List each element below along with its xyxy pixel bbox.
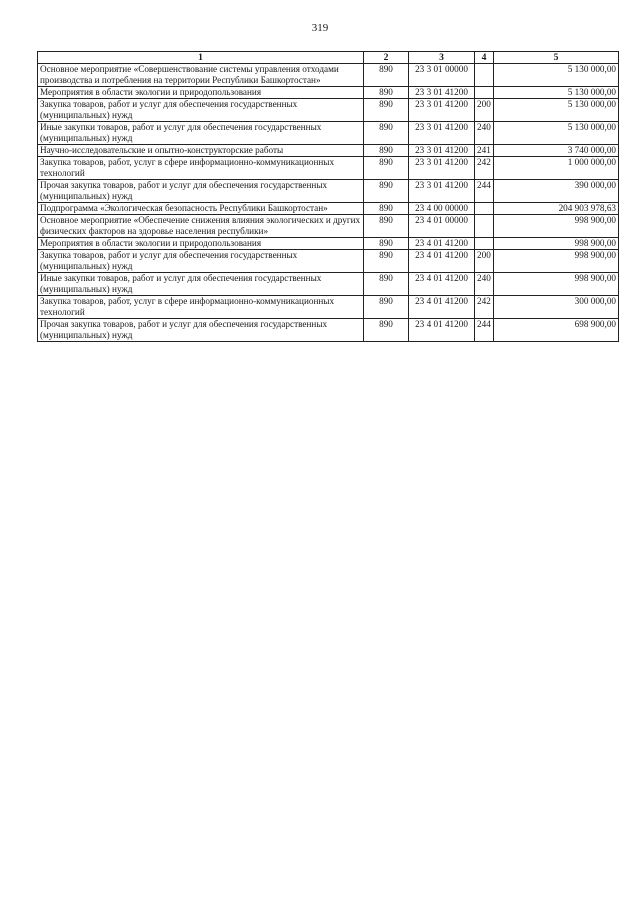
row-csr: 23 4 00 00000 — [409, 203, 475, 215]
row-sum: 5 130 000,00 — [494, 99, 619, 122]
row-csr: 23 4 01 00000 — [409, 215, 475, 238]
row-type: 240 — [475, 273, 494, 296]
row-csr: 23 4 01 41200 — [409, 319, 475, 342]
row-code: 890 — [364, 99, 409, 122]
row-name: Прочая закупка товаров, работ и услуг для обеспечения государственных (муниципальных) нужд — [38, 180, 364, 203]
row-type — [475, 203, 494, 215]
row-code: 890 — [364, 319, 409, 342]
row-csr: 23 3 01 41200 — [409, 87, 475, 99]
page-number: 319 — [311, 22, 329, 34]
row-csr: 23 4 01 41200 — [409, 238, 475, 250]
row-code: 890 — [364, 145, 409, 157]
row-name: Научно-исследовательские и опытно-конструкторские работы — [38, 145, 364, 157]
row-sum: 3 740 000,00 — [494, 145, 619, 157]
row-name: Иные закупки товаров, работ и услуг для обеспечения государственных (муниципальных) нужд — [38, 273, 364, 296]
row-sum: 5 130 000,00 — [494, 87, 619, 99]
row-type: 244 — [475, 319, 494, 342]
row-type: 244 — [475, 180, 494, 203]
row-type: 241 — [475, 145, 494, 157]
row-code: 890 — [364, 180, 409, 203]
row-type: 240 — [475, 122, 494, 145]
row-csr: 23 4 01 41200 — [409, 296, 475, 319]
row-sum: 998 900,00 — [494, 238, 619, 250]
row-code: 890 — [364, 296, 409, 319]
row-code: 890 — [364, 203, 409, 215]
row-name: Мероприятия в области экологии и природопользования — [38, 238, 364, 250]
table-row — [38, 238, 619, 250]
table-row — [38, 319, 619, 342]
table-row — [38, 99, 619, 122]
row-name: Закупка товаров, работ, услуг в сфере информационно-коммуникационных технологий — [38, 296, 364, 319]
row-name: Основное мероприятие «Совершенствование системы управления отходами производства и потребления на территории Республики Башкортостан» — [38, 64, 364, 87]
row-sum: 1 000 000,00 — [494, 157, 619, 180]
row-type — [475, 238, 494, 250]
table-row — [38, 250, 619, 273]
table-row — [38, 122, 619, 145]
row-sum: 5 130 000,00 — [494, 122, 619, 145]
table-row — [38, 203, 619, 215]
row-name: Иные закупки товаров, работ и услуг для обеспечения государственных (муниципальных) нужд — [38, 122, 364, 145]
row-csr: 23 3 01 41200 — [409, 122, 475, 145]
header-row — [38, 52, 619, 64]
row-sum: 300 000,00 — [494, 296, 619, 319]
table-row — [38, 215, 619, 238]
row-sum: 5 130 000,00 — [494, 64, 619, 87]
table-row — [38, 273, 619, 296]
row-code: 890 — [364, 87, 409, 99]
row-name: Закупка товаров, работ и услуг для обеспечения государственных (муниципальных) нужд — [38, 250, 364, 273]
column-header-sum: 5 — [494, 52, 619, 64]
row-code: 890 — [364, 157, 409, 180]
row-code: 890 — [364, 273, 409, 296]
column-header-code: 2 — [364, 52, 409, 64]
row-code: 890 — [364, 64, 409, 87]
table-row — [38, 145, 619, 157]
row-name: Закупка товаров, работ, услуг в сфере информационно-коммуникационных технологий — [38, 157, 364, 180]
row-type: 242 — [475, 157, 494, 180]
row-sum: 998 900,00 — [494, 273, 619, 296]
row-csr: 23 3 01 41200 — [409, 180, 475, 203]
row-csr: 23 3 01 41200 — [409, 145, 475, 157]
row-sum: 204 903 978,63 — [494, 203, 619, 215]
row-csr: 23 3 01 41200 — [409, 99, 475, 122]
row-csr: 23 3 01 41200 — [409, 157, 475, 180]
row-csr: 23 4 01 41200 — [409, 273, 475, 296]
row-sum: 998 900,00 — [494, 250, 619, 273]
row-name: Мероприятия в области экологии и природопользования — [38, 87, 364, 99]
row-code: 890 — [364, 250, 409, 273]
column-header-type: 4 — [475, 52, 494, 64]
row-type: 200 — [475, 99, 494, 122]
row-csr: 23 3 01 00000 — [409, 64, 475, 87]
column-header-csr: 3 — [409, 52, 475, 64]
row-code: 890 — [364, 215, 409, 238]
row-code: 890 — [364, 238, 409, 250]
row-type: 200 — [475, 250, 494, 273]
row-sum: 698 900,00 — [494, 319, 619, 342]
table-row — [38, 180, 619, 203]
table-row — [38, 87, 619, 99]
budget-table — [37, 51, 619, 342]
row-sum: 998 900,00 — [494, 215, 619, 238]
row-code: 890 — [364, 122, 409, 145]
row-name: Основное мероприятие «Обеспечение снижения влияния экологических и других физических факторов на здоровье населения республики» — [38, 215, 364, 238]
table-row — [38, 296, 619, 319]
row-csr: 23 4 01 41200 — [409, 250, 475, 273]
table-row — [38, 157, 619, 180]
row-name: Прочая закупка товаров, работ и услуг для обеспечения государственных (муниципальных) нужд — [38, 319, 364, 342]
row-type: 242 — [475, 296, 494, 319]
row-type — [475, 64, 494, 87]
table-row — [38, 64, 619, 87]
row-name: Закупка товаров, работ и услуг для обеспечения государственных (муниципальных) нужд — [38, 99, 364, 122]
row-name: Подпрограмма «Экологическая безопасность Республики Башкортостан» — [38, 203, 364, 215]
row-type — [475, 87, 494, 99]
column-header-name: 1 — [38, 52, 364, 64]
row-sum: 390 000,00 — [494, 180, 619, 203]
row-type — [475, 215, 494, 238]
